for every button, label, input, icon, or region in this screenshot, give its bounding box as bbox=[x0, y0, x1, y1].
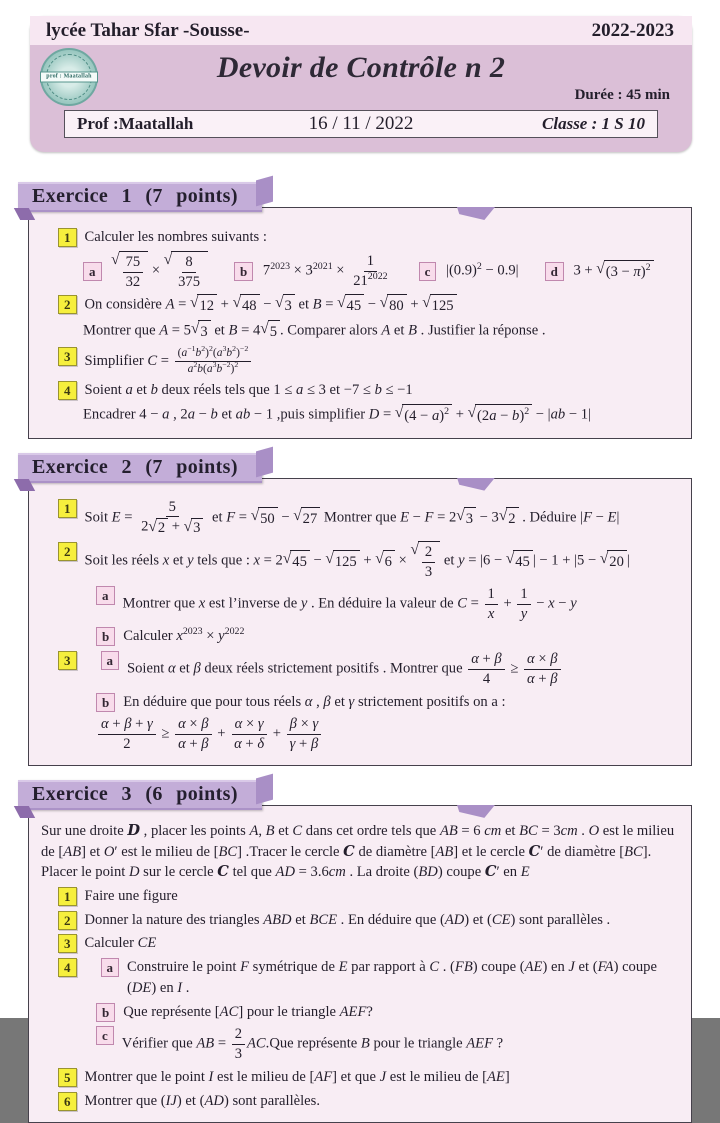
inline-letter-badge: a bbox=[83, 262, 102, 281]
line-text: Soient α et β deux réels strictement positifs . Montrer que $\frac{\alpha + \beta}{4}$ ≥ $\frac{\alpha \times \beta}{\alpha + \beta}$ bbox=[127, 650, 679, 689]
exercise-ribbon bbox=[18, 780, 262, 810]
exercise-points: (6 points) bbox=[145, 782, 238, 805]
stamp-text: prof : Maatallah bbox=[40, 72, 98, 83]
exercise-title: Exercice 3 bbox=[32, 782, 132, 805]
pink-letter-badge: a bbox=[101, 958, 120, 977]
exercise-line bbox=[41, 715, 679, 754]
header-strip bbox=[30, 16, 692, 45]
exercise-line bbox=[41, 294, 679, 317]
exercise-line bbox=[41, 320, 679, 343]
yellow-number-badge: 3 bbox=[58, 934, 77, 953]
yellow-number-badge: 4 bbox=[58, 381, 77, 400]
line-text: Calculer les nombres suivants : bbox=[84, 229, 267, 245]
pink-letter-badge: b bbox=[96, 693, 115, 712]
exercise-points: (7 points) bbox=[145, 185, 238, 207]
yellow-number-badge: 3 bbox=[58, 347, 77, 366]
line-text: Construire le point F symétrique de E par rapport à C . (FB) coupe (AE) en J et (FA) coupe (DE) en I . bbox=[127, 959, 657, 996]
yellow-number-badge: 5 bbox=[58, 1068, 77, 1087]
yellow-number-badge: 6 bbox=[58, 1092, 77, 1111]
line-text: Calculer CE bbox=[84, 935, 157, 952]
exercises-content bbox=[0, 168, 720, 1123]
exercise-title: Exercice 1 bbox=[32, 185, 132, 207]
line-text: Sur une droite D , placer les points A, B et C dans cet ordre tels que AB = 6 cm et BC = 3cm . O est le milieu de [AB] et O′ est le milieu de [BC] .Tracer le cercle C de diamètre [AB] et le cercle C′ de diamètre [BC]. Placer le point D sur le cercle C tel que AD = 3.6cm . La droite (BD) coupe C′ en E bbox=[41, 821, 675, 881]
line-text: Montrer que x est l’inverse de y . En déduire la valeur de C = $\frac{1}{x}$ + $\frac{1}{y}$ − x − y bbox=[122, 585, 577, 622]
class-label: Classe : 1 S 10 bbox=[542, 114, 645, 133]
school-name: lycée Tahar Sfar -Sousse- bbox=[46, 20, 250, 41]
pink-letter-badge: c bbox=[96, 1026, 114, 1045]
exercise-line bbox=[41, 650, 679, 689]
exercise-line bbox=[41, 821, 679, 883]
line-text: On considère A = √ 12 + √ 48 − √ 3 et B = √ 45 − √ 80 + √ 125 bbox=[85, 294, 680, 317]
exercise-line bbox=[41, 541, 679, 582]
line-text: $\frac{\alpha + \beta + \gamma}{2}$ ≥ $\frac{\alpha \times \beta}{\alpha + \beta}$ + $\frac{\alpha \times \gamma}{\alpha + \delta}$ + $\frac{\beta \times \gamma}{\gamma + \beta}$ bbox=[96, 715, 679, 754]
exercise-line bbox=[41, 692, 679, 713]
school-year: 2022-2023 bbox=[591, 20, 674, 41]
line-text: Montrer que le point I est le milieu de [AF] et que J est le milieu de [AE] bbox=[84, 1068, 510, 1085]
exercise-section-3 bbox=[0, 780, 720, 1123]
line-text: a √ $\frac{75}{32}$ × √ $\frac{8}{375}$ b $7^{2023} \times 3^{2021}$ × $\frac{1}{21^{2022}}$ c $|(0.9)^2 - 0.9|$ d 3 + √ $(3 - \pi)^2$ bbox=[83, 251, 679, 292]
line-text: Montrer que A = 5 √ 3 et B = 4 √ 5 . Comparer alors A et B . Justifier la réponse . bbox=[83, 320, 679, 343]
exercise-line bbox=[41, 380, 679, 401]
yellow-number-badge: 2 bbox=[58, 542, 77, 561]
yellow-number-badge: 3 bbox=[58, 651, 77, 670]
exercise-title: Exercice 2 bbox=[32, 455, 132, 478]
exam-title: Devoir de Contrôle n 2 bbox=[216, 51, 506, 84]
exercise-line bbox=[41, 626, 679, 647]
exercise-line bbox=[41, 251, 679, 292]
exercise-line bbox=[41, 404, 679, 427]
exercise-section-1 bbox=[0, 182, 720, 439]
yellow-number-badge: 1 bbox=[58, 499, 77, 518]
exercise-line bbox=[41, 1025, 679, 1064]
yellow-number-badge: 4 bbox=[58, 958, 77, 977]
exercise-line bbox=[41, 1091, 679, 1112]
exercise-line bbox=[41, 910, 679, 931]
prof-label: Prof :Maatallah bbox=[77, 114, 194, 133]
yellow-number-badge: 2 bbox=[58, 295, 77, 314]
exercise-lines bbox=[29, 479, 691, 765]
exercise-box bbox=[28, 207, 692, 439]
line-text: Soit les réels x et y tels que : x = 2 √ 45 − √ 125 + √ 6 × √ $\frac{2}{3}$ et y = |6 − √ 45 | − 1 + |5 − √ 20 | bbox=[84, 541, 630, 580]
exercise-line bbox=[41, 957, 679, 998]
line-text: En déduire que pour tous réels α , β et γ strictement positifs on a : bbox=[123, 693, 506, 710]
header-main bbox=[30, 45, 692, 152]
yellow-number-badge: 1 bbox=[58, 887, 77, 906]
exercise-box bbox=[28, 805, 692, 1123]
exercise-section-2 bbox=[0, 453, 720, 766]
exercise-line bbox=[41, 933, 679, 954]
inline-letter-badge: b bbox=[234, 262, 253, 281]
yellow-number-badge: 2 bbox=[58, 911, 77, 930]
exercise-line bbox=[41, 1067, 679, 1088]
inline-letter-badge: c bbox=[419, 262, 437, 281]
exercise-points: (7 points) bbox=[145, 455, 238, 478]
date-label: 16 / 11 / 2022 bbox=[308, 113, 414, 134]
exercise-line bbox=[41, 1002, 679, 1023]
exercise-ribbon bbox=[18, 453, 262, 483]
pink-letter-badge: b bbox=[96, 1003, 115, 1022]
exercise-line bbox=[41, 227, 679, 248]
exercise-line bbox=[41, 585, 679, 624]
pink-letter-badge: a bbox=[101, 651, 120, 670]
exercise-lines bbox=[29, 806, 691, 1122]
exercise-line bbox=[41, 886, 679, 907]
line-text: Faire une figure bbox=[84, 888, 178, 904]
line-text: Simplifier C = $\frac{(a^{-1}b^2)^2(a^3b^2)^{-2}}{a^2b(a^3b^{-2})^2}$ bbox=[85, 346, 680, 377]
line-text: Vérifier que AB = $\frac{2}{3}$ AC.Que représente B pour le triangle AEF ? bbox=[121, 1026, 504, 1063]
yellow-number-badge: 1 bbox=[58, 228, 77, 247]
exercise-lines bbox=[29, 208, 691, 438]
line-text: Calculer $x^{2023} \times y^{2022}$ bbox=[123, 626, 245, 645]
exercise-ribbon bbox=[18, 182, 262, 212]
line-text: Donner la nature des triangles ABD et BCE . En déduire que (AD) et (CE) sont parallèles . bbox=[84, 911, 611, 928]
line-text: Montrer que (IJ) et (AD) sont parallèles. bbox=[84, 1092, 320, 1109]
duration-label: Durée : 45 min bbox=[574, 87, 670, 103]
line-text: Encadrer 4 − a , 2a − b et ab − 1 ,puis simplifier D = √ $(4 - a)^2$ + √ $(2a - b)^2$ − |ab − 1| bbox=[83, 404, 679, 427]
header-card bbox=[30, 16, 692, 152]
pink-letter-badge: a bbox=[96, 586, 115, 605]
line-text: Soit E = 5 2 √ 2 + √ 3 et F = √ 50 − √ 27 Montrer que E − F = 2 √ 3 − 3 √ 2 . Déduire |F − E| bbox=[84, 498, 620, 537]
line-text: Soient a et b deux réels tels que 1 ≤ a ≤ 3 et −7 ≤ b ≤ −1 bbox=[84, 382, 413, 399]
exercise-line bbox=[41, 498, 679, 539]
exercise-line bbox=[41, 343, 679, 377]
line-text: Que représente [AC] pour le triangle AEF? bbox=[123, 1003, 373, 1020]
exercise-box bbox=[28, 478, 692, 766]
pink-letter-badge: b bbox=[96, 627, 115, 646]
info-bar bbox=[64, 110, 658, 138]
school-stamp-logo bbox=[40, 48, 98, 106]
inline-letter-badge: d bbox=[545, 262, 564, 281]
